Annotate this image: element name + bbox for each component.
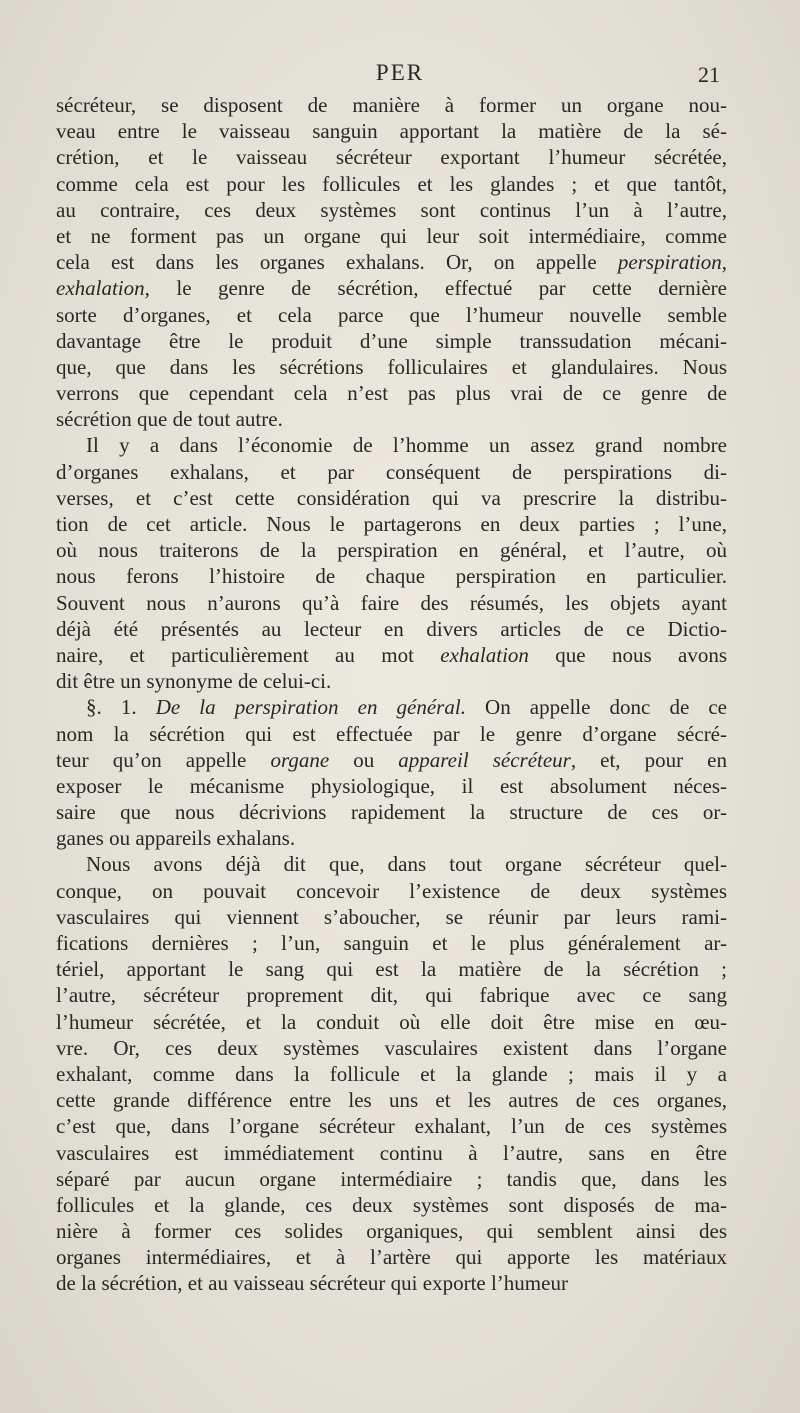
text-line [56, 668, 727, 694]
text-line [56, 616, 727, 642]
text-line [56, 1166, 727, 1192]
text-line [56, 1244, 727, 1270]
text-segment: Il y a dans l’économie de l’homme un assez grand nombre [86, 433, 727, 458]
text-line [56, 956, 727, 982]
italic-text: exhalation [56, 276, 145, 301]
italic-text: appareil sécréteur [398, 747, 571, 772]
text-segment: l’autre, sécréteur proprement dit, qui fabrique avec ce sang [56, 983, 727, 1008]
text-line [56, 1140, 727, 1166]
text-segment: cela est dans les organes exhalans. Or, on appelle [56, 250, 618, 275]
text-segment: Nous avons déjà dit que, dans tout organe sécréteur quel- [86, 852, 727, 877]
text-segment: davantage être le produit d’une simple transsudation mécani- [56, 328, 727, 353]
text-segment: où nous traiterons de la perspiration en général, et l’autre, où [56, 538, 727, 563]
text-segment: On appelle donc de ce [465, 695, 727, 720]
text-line [56, 1270, 727, 1296]
text-line [56, 590, 727, 616]
text-line [56, 432, 727, 458]
text-segment: c’est que, dans l’organe sécréteur exhalant, l’un de ces systèmes [56, 1114, 727, 1139]
text-line [56, 118, 727, 144]
text-segment: verses, et c’est cette considération qui va prescrire la distribu- [56, 485, 727, 510]
text-line [56, 406, 727, 432]
text-segment: Souvent nous n’aurons qu’à faire des résumés, les objets ayant [56, 590, 727, 615]
text-segment: , [721, 250, 727, 275]
text-segment: conque, on pouvait concevoir l’existence de deux systèmes [56, 878, 727, 903]
text-segment: verrons que cependant cela n’est pas plus vrai de ce genre de [56, 381, 727, 406]
text-line [56, 694, 727, 720]
italic-text: De la perspiration en général. [155, 695, 466, 720]
text-line [56, 223, 727, 249]
text-line [56, 747, 727, 773]
text-segment: ou [329, 747, 399, 772]
text-segment: que nous avons [528, 642, 727, 667]
text-segment: veau entre le vaisseau sanguin apportant la matière de la sé- [56, 119, 727, 144]
text-line [56, 721, 727, 747]
text-segment: d’organes exhalans, et par conséquent de perspirations di- [56, 459, 727, 484]
text-segment: , et, pour en [570, 747, 727, 772]
text-line [56, 825, 727, 851]
text-segment: cette grande différence entre les uns et les autres de ces organes, [56, 1088, 727, 1113]
text-segment: déjà été présentés au lecteur en divers articles de ce Dictio- [56, 616, 727, 641]
text-segment: vre. Or, ces deux systèmes vasculaires existent dans l’organe [56, 1035, 727, 1060]
text-segment: naire, et particulièrement au mot [56, 642, 441, 667]
text-line [56, 328, 727, 354]
text-line [56, 1035, 727, 1061]
text-segment: fications dernières ; l’un, sanguin et le plus généralement ar- [56, 931, 727, 955]
text-segment: sécrétion que de tout autre. [56, 407, 283, 432]
text-line [56, 930, 727, 956]
text-line [56, 982, 727, 1008]
text-segment: que, que dans les sécrétions folliculaires et glandulaires. Nous [56, 354, 727, 379]
body-text [56, 92, 727, 1297]
text-line [56, 511, 727, 537]
text-segment: exposer le mécanisme physiologique, il est absolument néces- [56, 773, 727, 798]
text-line [56, 302, 727, 328]
text-segment: , le genre de sécrétion, effectué par cette dernière [144, 276, 727, 301]
text-segment: dit être un synonyme de celui-ci. [56, 669, 332, 694]
text-segment: de la sécrétion, et au vaisseau sécréteur qui exporte l’humeur [56, 1271, 568, 1296]
text-line [56, 773, 727, 799]
text-line [56, 1218, 727, 1244]
text-segment: follicules et la glande, ces deux systèmes sont disposés de ma- [56, 1192, 727, 1217]
text-line [56, 851, 727, 877]
text-line [56, 537, 727, 563]
page-number: 21 [698, 62, 720, 87]
text-segment: l’humeur sécrétée, et la conduit où elle doit être mise en œu- [56, 1009, 727, 1034]
text-segment: nom la sécrétion qui est effectuée par le genre d’organe sécré- [56, 721, 727, 746]
text-segment: ganes ou appareils exhalans. [56, 826, 296, 851]
italic-text: exhalation [440, 642, 529, 667]
text-segment: séparé par aucun organe intermédiaire ; tandis que, dans les [56, 1166, 727, 1191]
text-segment: comme cela est pour les follicules et les glandes ; et que tantôt, [56, 171, 727, 196]
text-segment: nière à former ces solides organiques, qui semblent ainsi des [56, 1219, 727, 1244]
text-segment: saire que nous décrivions rapidement la structure de ces or- [56, 800, 727, 825]
text-line [56, 171, 727, 197]
italic-text: organe [270, 747, 330, 772]
text-line [56, 197, 727, 223]
text-segment: sécréteur, se disposent de manière à former un organe nou- [56, 93, 727, 117]
text-segment: et ne forment pas un organe qui leur soit intermédiaire, comme [56, 223, 727, 248]
text-line [56, 144, 727, 170]
text-segment: vasculaires est immédiatement continu à l’autre, sans en être [56, 1140, 727, 1165]
text-line [56, 799, 727, 825]
text-segment: organes intermédiaires, et à l’artère qui apporte les matériaux [56, 1245, 727, 1270]
text-line [56, 249, 727, 275]
text-segment: §. 1. [86, 695, 156, 720]
text-segment: crétion, et le vaisseau sécréteur exportant l’humeur sécrétée, [56, 145, 727, 170]
text-segment: sorte d’organes, et cela parce que l’humeur nouvelle semble [56, 302, 727, 327]
text-line [56, 1061, 727, 1087]
text-line [56, 354, 727, 380]
text-line [56, 563, 727, 589]
text-line [56, 275, 727, 301]
text-line [56, 1113, 727, 1139]
text-line [56, 92, 727, 118]
text-line [56, 1192, 727, 1218]
text-segment: nous ferons l’histoire de chaque perspiration en particulier. [56, 564, 727, 589]
text-segment: vasculaires qui viennent s’aboucher, se réunir par leurs rami- [56, 904, 727, 929]
text-line [56, 1087, 727, 1113]
italic-text: perspiration [617, 250, 722, 275]
page-header [0, 60, 800, 92]
text-line [56, 878, 727, 904]
text-line [56, 459, 727, 485]
text-segment: au contraire, ces deux systèmes sont continus l’un à l’autre, [56, 197, 727, 222]
text-line [56, 380, 727, 406]
text-line [56, 642, 727, 668]
text-line [56, 485, 727, 511]
text-segment: tion de cet article. Nous le partagerons en deux parties ; l’une, [56, 512, 727, 536]
running-head: PER [375, 60, 425, 85]
text-segment: tériel, apportant le sang qui est la matière de la sécrétion ; [56, 957, 727, 982]
text-segment: teur qu’on appelle [56, 747, 271, 772]
text-line [56, 1009, 727, 1035]
text-line [56, 904, 727, 930]
text-segment: exhalant, comme dans la follicule et la glande ; mais il y a [56, 1061, 727, 1086]
